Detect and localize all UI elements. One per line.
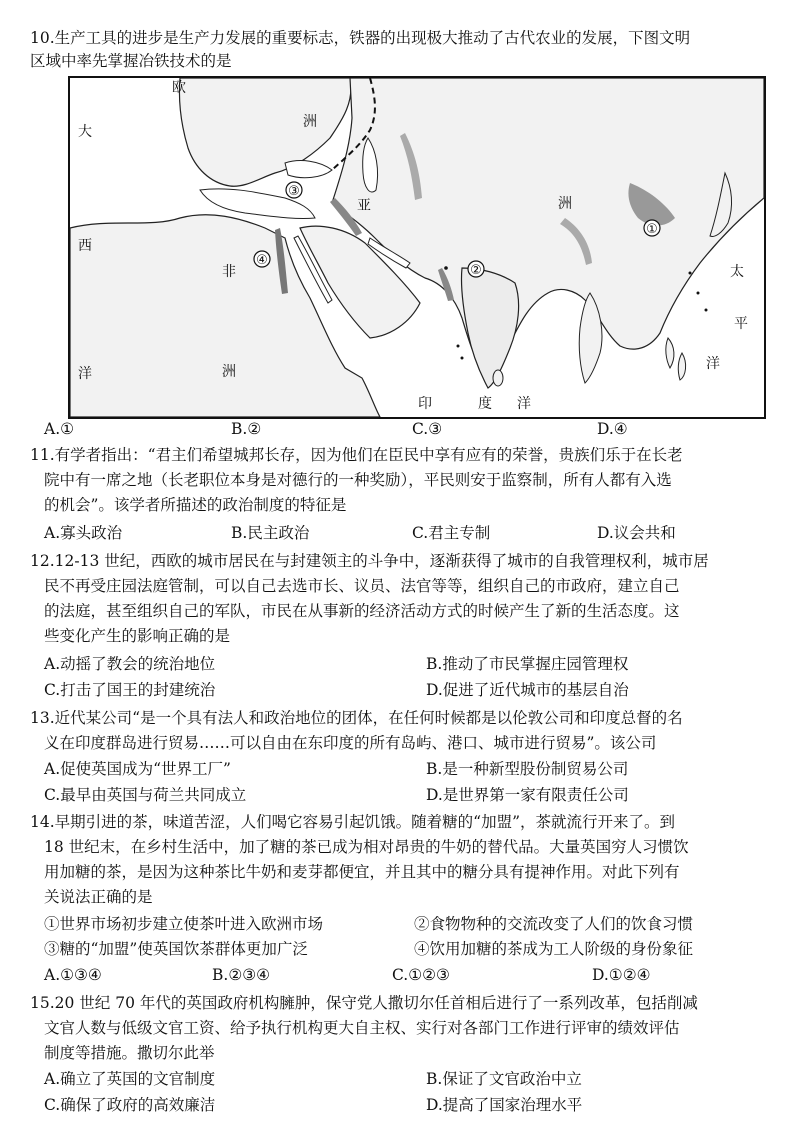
map-label-indian-yang: 洋 <box>517 396 531 412</box>
q13-option-d[interactable]: D.是世界第一家有限责任公司 <box>426 786 629 804</box>
svg-text:①: ① <box>646 222 658 237</box>
q14-statement-2: ②食物物种的交流改变了人们的饮食习惯 <box>414 915 694 933</box>
q10-option-d[interactable]: D.④ <box>597 420 628 438</box>
q13-option-c[interactable]: C.最早由英国与荷兰共同成立 <box>44 786 247 804</box>
ancient-civilizations-map <box>68 76 766 419</box>
q10-option-a[interactable]: A.① <box>44 420 75 438</box>
q13-stem-line-1: 13.近代某公司“是一个具有法人和政治地位的团体，在任何时候都是以伦敦公司和印度总督的名 <box>30 709 683 727</box>
map-label-ping: 平 <box>734 316 748 332</box>
q11-option-a[interactable]: A.寡头政治 <box>44 524 123 542</box>
map-label-africa-zhou: 洲 <box>222 364 236 380</box>
q11-option-b[interactable]: B.民主政治 <box>231 524 310 542</box>
q12-option-b[interactable]: B.推动了市民掌握庄园管理权 <box>426 655 629 673</box>
q10-option-b[interactable]: B.② <box>231 420 262 438</box>
q14-stem-line-1: 14.早期引进的茶，味道苦涩，人们喝它容易引起饥饿。随着糖的“加盟”，茶就流行开来了。到 <box>30 813 676 831</box>
q15-option-a[interactable]: A.确立了英国的文官制度 <box>44 1070 216 1088</box>
q11-option-c[interactable]: C.君主专制 <box>412 524 491 542</box>
q13-option-b[interactable]: B.是一种新型股份制贸易公司 <box>426 760 629 778</box>
map-label-tai: 太 <box>730 264 744 280</box>
map-label-du: 度 <box>478 396 492 412</box>
map-label-da: 大 <box>78 124 92 140</box>
q12-stem-line-3: 的法庭，甚至组织自己的军队，市民在从事新的经济活动方式的时候产生了新的生活态度。这 <box>44 602 680 620</box>
map-label-atlantic-yang: 洋 <box>78 366 92 382</box>
svg-text:②: ② <box>470 263 482 278</box>
q13-option-a[interactable]: A.促使英国成为“世界工厂” <box>44 760 231 778</box>
marker-3 <box>286 182 302 199</box>
q14-stem-line-4: 关说法正确的是 <box>44 888 153 906</box>
map-label-asia-zhou: 洲 <box>558 196 572 212</box>
svg-text:④: ④ <box>256 253 268 268</box>
q13-stem-line-2: 义在印度群岛进行贸易……可以自由在东印度的所有岛屿、港口、城市进行贸易”。该公司 <box>44 734 657 752</box>
q12-stem-line-4: 些变化产生的影响正确的是 <box>44 627 231 645</box>
sri-lanka <box>493 370 503 386</box>
q15-option-b[interactable]: B.保证了文官政治中立 <box>426 1070 582 1088</box>
q11-stem-line-3: 的机会”。该学者所描述的政治制度的特征是 <box>44 496 347 514</box>
q12-stem-line-2: 民不再受庄园法庭管制，可以自己去选市长、议员、法官等等，组织自己的市政府，建立自己 <box>44 577 680 595</box>
q15-stem-line-2: 文官人数与低级文官工资、给予执行机构更大自主权、实行对各部门工作进行评审的绩效评估 <box>44 1019 680 1037</box>
map-label-pacific-yang: 洋 <box>706 356 720 372</box>
q10-stem-line-2: 区域中率先掌握冶铁技术的是 <box>30 52 232 70</box>
marker-1 <box>644 220 660 237</box>
map-label-xi: 西 <box>78 238 92 254</box>
q14-statement-3: ③糖的“加盟”使英国饮茶群体更加广泛 <box>44 940 308 958</box>
map-label-fei: 非 <box>222 264 236 280</box>
marker-4 <box>254 251 270 268</box>
q15-option-d[interactable]: D.提高了国家治理水平 <box>426 1096 583 1114</box>
q14-stem-line-2: 18 世纪末，在乡村生活中，加了糖的茶已成为相对昂贵的牛奶的替代品。大量英国穷人习惯饮 <box>44 838 689 856</box>
map-label-yin: 印 <box>418 396 432 412</box>
map-label-ya: 亚 <box>357 198 371 214</box>
q15-option-c[interactable]: C.确保了政府的高效廉洁 <box>44 1096 216 1114</box>
q12-option-d[interactable]: D.促进了近代城市的基层自治 <box>426 681 629 699</box>
map-label-ou: 欧 <box>172 80 186 96</box>
q14-option-a[interactable]: A.①③④ <box>44 966 102 984</box>
q12-option-c[interactable]: C.打击了国王的封建统治 <box>44 681 216 699</box>
q12-stem-line-1: 12.12-13 世纪，西欧的城市居民在与封建领主的斗争中，逐渐获得了城市的自我管理权利，城市居 <box>30 552 709 570</box>
q14-option-d[interactable]: D.①②④ <box>592 966 651 984</box>
q11-stem-line-1: 11.有学者指出：“君主们希望城邦长存，因为他们在臣民中享有应有的荣誉，贵族们乐于在长老 <box>30 446 683 464</box>
q15-stem-line-3: 制度等措施。撒切尔此举 <box>44 1044 215 1062</box>
q11-stem-line-2: 院中有一席之地（长老职位本身是对德行的一种奖励），平民则安于监察制，所有人都有入选 <box>44 471 672 489</box>
map-label-europe-zhou: 洲 <box>303 114 317 130</box>
q14-statement-4: ④饮用加糖的茶成为工人阶级的身份象征 <box>414 940 694 958</box>
q14-statement-1: ①世界市场初步建立使茶叶进入欧洲市场 <box>44 915 324 933</box>
q12-option-a[interactable]: A.动摇了教会的统治地位 <box>44 655 216 673</box>
q15-stem-line-1: 15.20 世纪 70 年代的英国政府机构臃肿，保守党人撒切尔任首相后进行了一系列改革，包括削减 <box>30 994 698 1012</box>
q14-stem-line-3: 用加糖的茶，是因为这种茶比牛奶和麦芽都便宜，并且其中的糖分具有提神作用。对此下列有 <box>44 863 680 881</box>
q10-stem-line-1: 10.生产工具的进步是生产力发展的重要标志，铁器的出现极大推动了古代农业的发展，下图文明 <box>30 29 691 47</box>
q14-option-c[interactable]: C.①②③ <box>392 966 450 984</box>
svg-text:③: ③ <box>288 184 300 199</box>
q11-option-d[interactable]: D.议会共和 <box>597 524 676 542</box>
q14-option-b[interactable]: B.②③④ <box>212 966 271 984</box>
q10-option-c[interactable]: C.③ <box>412 420 443 438</box>
